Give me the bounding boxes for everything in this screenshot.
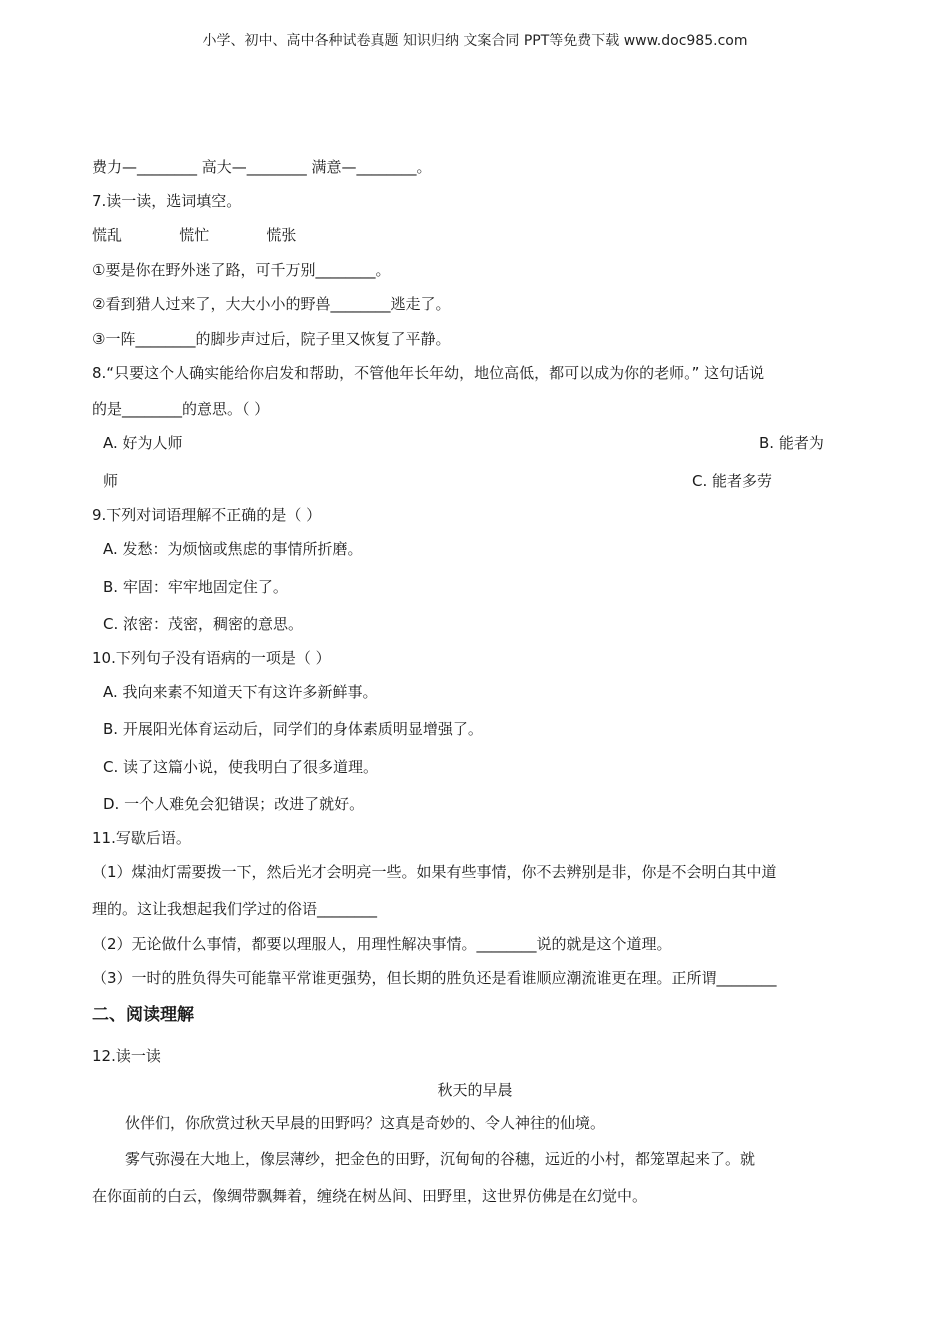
passage-title: 秋天的早晨 (437, 1081, 513, 1099)
q8-option-b[interactable]: B. 能者为 (759, 434, 824, 452)
q10-option-b[interactable]: B. 开展阳光体育运动后，同学们的身体素质明显增强了。 (103, 720, 483, 738)
question-11: 11.写歇后语。 (92, 829, 191, 847)
q11-item-3: （3）一时的胜负得失可能靠平常谁更强势，但长期的胜负还是看谁顺应潮流谁更在理。正所谓________ (92, 969, 777, 987)
question-8: 8.“只要这个人确实能给你启发和帮助，不管他年长年幼，地位高低，都可以成为你的老师。” 这句话说 (92, 364, 765, 382)
antonym-line: 费力—________ 高大—________ 满意—________。 (92, 158, 432, 176)
q11-item-1: （1）煤油灯需要拨一下，然后光才会明亮一些。如果有些事情，你不去辨别是非，你是不会明白其中道 (92, 863, 777, 881)
question-8-cont: 的是________的意思。（ ） (92, 400, 270, 418)
q9-option-c[interactable]: C. 浓密：茂密，稠密的意思。 (103, 615, 304, 633)
question-7: 7.读一读，选词填空。 (92, 192, 242, 210)
question-12: 12.读一读 (92, 1047, 161, 1065)
q7-word-bank: 慌乱 慌忙 慌张 (92, 226, 297, 244)
q7-item-1: ①要是你在野外迷了路，可千万别________。 (92, 261, 391, 279)
q10-option-d[interactable]: D. 一个人难免会犯错误；改进了就好。 (103, 795, 365, 813)
question-10: 10.下列句子没有语病的一项是（ ） (92, 649, 331, 667)
passage-paragraph-2-cont: 在你面前的白云，像绸带飘舞着，缠绕在树丛间、田野里，这世界仿佛是在幻觉中。 (92, 1187, 648, 1205)
page-header: 小学、初中、高中各种试卷真题 知识归纳 文案合同 PPT等免费下载 www.doc985.com (202, 33, 748, 49)
q10-option-a[interactable]: A. 我向来素不知道天下有这许多新鲜事。 (103, 683, 378, 701)
q10-option-c[interactable]: C. 读了这篇小说，使我明白了很多道理。 (103, 758, 379, 776)
q11-item-1-cont: 理的。这让我想起我们学过的俗语________ (92, 900, 378, 918)
q8-option-a[interactable]: A. 好为人师 (103, 434, 183, 452)
q7-item-3: ③一阵________的脚步声过后，院子里又恢复了平静。 (92, 330, 451, 348)
q11-item-2: （2）无论做什么事情，都要以理服人，用理性解决事情。________说的就是这个道理。 (92, 935, 672, 953)
question-9: 9.下列对词语理解不正确的是（ ） (92, 506, 322, 524)
passage-paragraph-2: 雾气弥漫在大地上，像层薄纱，把金色的田野，沉甸甸的谷穗，远近的小村，都笼罩起来了。就 (125, 1150, 756, 1168)
passage-paragraph-1: 伙伴们，你欣赏过秋天早晨的田野吗？这真是奇妙的、令人神往的仙境。 (125, 1114, 606, 1132)
q7-item-2: ②看到猎人过来了，大大小小的野兽________逃走了。 (92, 295, 451, 313)
q9-option-b[interactable]: B. 牢固：牢牢地固定住了。 (103, 578, 288, 596)
q8-option-c[interactable]: C. 能者多劳 (692, 472, 773, 490)
q9-option-a[interactable]: A. 发愁：为烦恼或焦虑的事情所折磨。 (103, 540, 363, 558)
section-2-heading: 二、阅读理解 (92, 1005, 194, 1025)
q8-option-b-cont: 师 (103, 472, 119, 490)
